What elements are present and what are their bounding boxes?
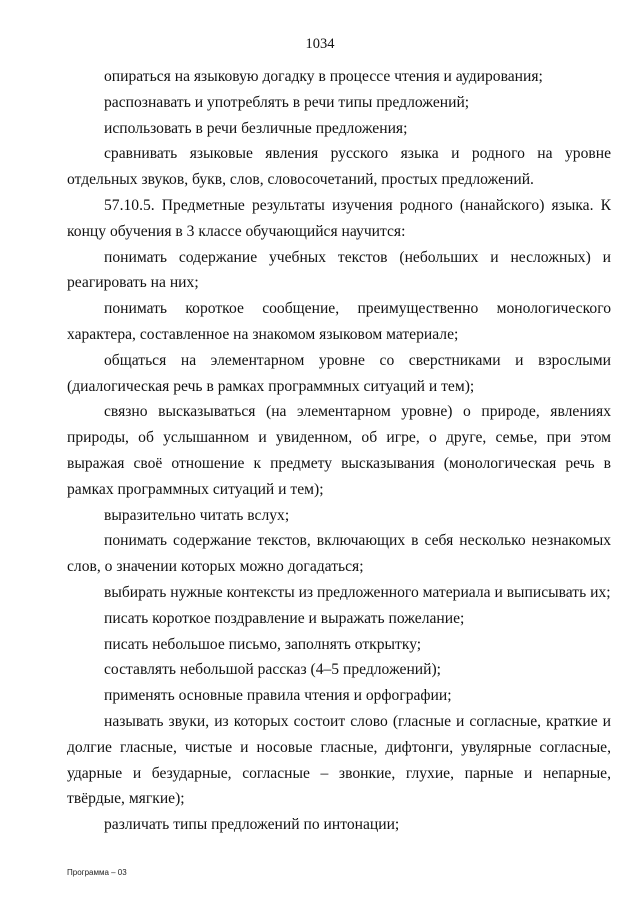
paragraph: выразительно читать вслух; [104, 506, 290, 524]
paragraph: понимать короткое сообщение, преимущественно монологического характера, составленное на знакомом языковом материале; [67, 300, 611, 343]
page-number: 1034 [305, 36, 335, 52]
paragraph: понимать содержание учебных текстов (небольших и несложных) и реагировать на них; [67, 248, 611, 292]
page-footer: Программа – 03 [67, 868, 127, 877]
paragraph: называть звуки, из которых состоит слово (гласные и согласные, краткие и долгие гласные, чистые и носовые гласные, дифтонги, увулярные согласные, ударные и безударные, согласные – звонкие, глухие, парные и непарные, твёрдые, мягкие); [67, 712, 611, 808]
paragraph: использовать в речи безличные предложения; [104, 119, 408, 137]
paragraph: понимать содержание текстов, включающих в себя несколько незнакомых слов, о значении которых можно догадаться; [67, 532, 611, 576]
paragraph: сравнивать языковые явления русского языка и родного на уровне отдельных звуков, букв, слов, словосочетаний, простых предложений. [67, 145, 611, 189]
paragraph: применять основные правила чтения и орфографии; [104, 687, 452, 705]
paragraph: выбирать нужные контексты из предложенного материала и выписывать их; [104, 583, 611, 601]
paragraph: общаться на элементарном уровне со сверстниками и взрослыми (диалогическая речь в рамках программных ситуаций и тем); [67, 351, 611, 395]
paragraph: писать небольшое письмо, заполнять открытку; [104, 635, 422, 653]
paragraph: писать короткое поздравление и выражать пожелание; [104, 609, 465, 627]
paragraph: связно высказываться (на элементарном уровне) о природе, явлениях природы, об услышанном и увиденном, об игре, о друге, семье, при этом выражая своё отношение к предмету высказывания (монологическая речь в рамках программных ситуаций и тем); [67, 403, 611, 498]
section-heading-paragraph: 57.10.5. Предметные результаты изучения родного (нанайского) языка. К концу обучения в 3 классе обучающийся научится: [67, 196, 611, 240]
body-text [67, 64, 611, 838]
paragraph: опираться на языковую догадку в процессе чтения и аудирования; [104, 68, 543, 85]
paragraph: составлять небольшой рассказ (4–5 предложений); [104, 661, 442, 679]
paragraph: распознавать и употреблять в речи типы предложений; [104, 93, 470, 111]
paragraph: различать типы предложений по интонации; [104, 816, 400, 834]
